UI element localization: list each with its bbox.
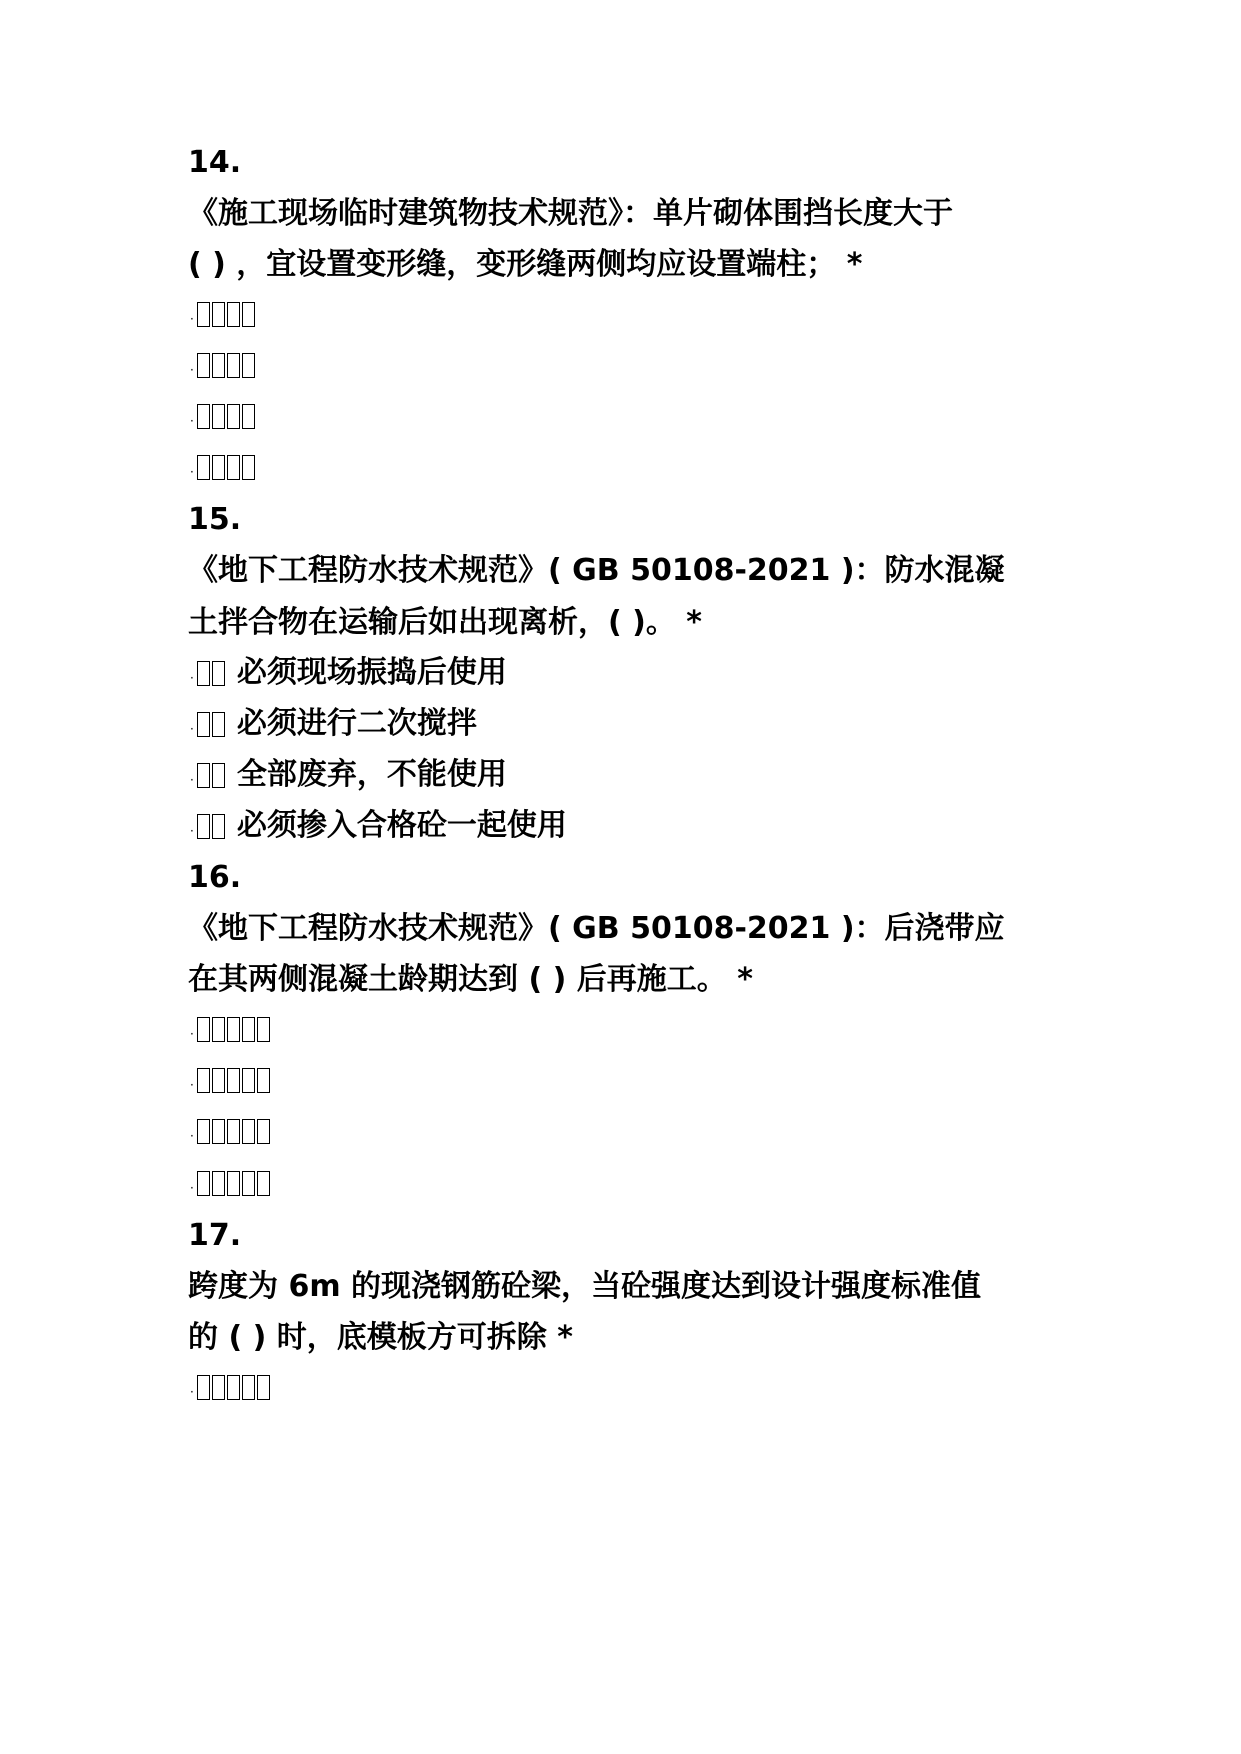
question-text-line: 《地下工程防水技术规范》( GB 50108-2021 )：后浇带应	[188, 911, 1005, 946]
placeholder-glyph-icon	[257, 1017, 270, 1042]
placeholder-glyph-icon	[227, 404, 240, 429]
placeholder-glyph-icon	[212, 1017, 225, 1042]
option-marker: ·	[190, 1181, 194, 1195]
option-text: 必须掺入合格砼一起使用	[236, 808, 567, 843]
placeholder-glyph-icon	[197, 1017, 210, 1042]
question-number: 15.	[188, 502, 242, 537]
placeholder-glyph-icon	[242, 353, 255, 378]
placeholder-glyph-icon	[197, 404, 210, 429]
placeholder-glyph-icon	[242, 1119, 255, 1144]
question-text-line: 在其两侧混凝土龄期达到 ( ) 后再施工。 *	[188, 962, 753, 997]
option-marker: ·	[190, 773, 194, 787]
answer-option[interactable]	[190, 396, 257, 436]
placeholder-glyph-icon	[227, 1017, 240, 1042]
placeholder-glyph-icon	[197, 455, 210, 480]
placeholder-glyph-icon	[242, 1017, 255, 1042]
answer-option[interactable]	[190, 1009, 272, 1049]
question-text-line: ( ) ，宜设置变形缝，变形缝两侧均应设置端柱； *	[188, 247, 863, 282]
placeholder-glyph-icon	[212, 1171, 225, 1196]
question-text-line: 土拌合物在运输后如出现离析，( )。 *	[188, 605, 702, 640]
placeholder-glyph-icon	[242, 455, 255, 480]
placeholder-glyph-icon	[227, 1068, 240, 1093]
placeholder-glyph-icon	[212, 302, 225, 327]
answer-option[interactable]	[190, 806, 567, 846]
placeholder-glyph-icon	[212, 763, 225, 788]
placeholder-glyph-icon	[212, 712, 225, 737]
question-text-line: 《施工现场临时建筑物技术规范》：单片砌体围挡长度大于	[188, 196, 953, 231]
placeholder-glyph-icon	[212, 1375, 225, 1400]
placeholder-glyph-icon	[227, 302, 240, 327]
option-marker: ·	[190, 363, 194, 377]
placeholder-glyph-icon	[197, 302, 210, 327]
question-text-line: 《地下工程防水技术规范》( GB 50108-2021 )：防水混凝	[188, 553, 1005, 588]
placeholder-glyph-icon	[212, 353, 225, 378]
answer-option[interactable]	[190, 1367, 272, 1407]
placeholder-glyph-icon	[227, 455, 240, 480]
answer-option[interactable]	[190, 704, 477, 744]
answer-option[interactable]	[190, 653, 507, 693]
question-number: 16.	[188, 860, 242, 895]
question-text-line: 的 ( ) 时，底模板方可拆除 *	[188, 1320, 573, 1355]
question-number: 17.	[188, 1218, 242, 1253]
placeholder-glyph-icon	[242, 302, 255, 327]
answer-option[interactable]	[190, 345, 257, 385]
placeholder-glyph-icon	[197, 1375, 210, 1400]
answer-option[interactable]	[190, 1060, 272, 1100]
placeholder-glyph-icon	[212, 814, 225, 839]
placeholder-glyph-icon	[212, 661, 225, 686]
placeholder-glyph-icon	[197, 353, 210, 378]
option-marker: ·	[190, 1027, 194, 1041]
option-text: 必须现场振捣后使用	[236, 655, 507, 690]
option-text: 全部废弃，不能使用	[236, 757, 507, 792]
option-marker: ·	[190, 671, 194, 685]
placeholder-glyph-icon	[197, 1171, 210, 1196]
option-marker: ·	[190, 1385, 194, 1399]
question-number: 14.	[188, 145, 242, 180]
placeholder-glyph-icon	[257, 1171, 270, 1196]
placeholder-glyph-icon	[212, 455, 225, 480]
placeholder-glyph-icon	[197, 814, 210, 839]
option-marker: ·	[190, 414, 194, 428]
answer-option[interactable]	[190, 1111, 272, 1151]
option-marker: ·	[190, 1129, 194, 1143]
placeholder-glyph-icon	[227, 353, 240, 378]
placeholder-glyph-icon	[197, 763, 210, 788]
placeholder-glyph-icon	[242, 1068, 255, 1093]
placeholder-glyph-icon	[212, 1068, 225, 1093]
placeholder-glyph-icon	[257, 1119, 270, 1144]
placeholder-glyph-icon	[197, 1119, 210, 1144]
placeholder-glyph-icon	[197, 661, 210, 686]
placeholder-glyph-icon	[197, 1068, 210, 1093]
placeholder-glyph-icon	[212, 404, 225, 429]
placeholder-glyph-icon	[257, 1375, 270, 1400]
question-text-line: 跨度为 6m 的现浇钢筋砼梁，当砼强度达到设计强度标准值	[188, 1269, 982, 1304]
option-marker: ·	[190, 722, 194, 736]
option-marker: ·	[190, 1078, 194, 1092]
option-marker: ·	[190, 465, 194, 479]
placeholder-glyph-icon	[257, 1068, 270, 1093]
placeholder-glyph-icon	[227, 1375, 240, 1400]
answer-option[interactable]	[190, 447, 257, 487]
placeholder-glyph-icon	[242, 1375, 255, 1400]
placeholder-glyph-icon	[242, 404, 255, 429]
answer-option[interactable]	[190, 294, 257, 334]
option-text: 必须进行二次搅拌	[236, 706, 477, 741]
placeholder-glyph-icon	[227, 1119, 240, 1144]
placeholder-glyph-icon	[227, 1171, 240, 1196]
placeholder-glyph-icon	[212, 1119, 225, 1144]
answer-option[interactable]	[190, 1163, 272, 1203]
answer-option[interactable]	[190, 755, 507, 795]
placeholder-glyph-icon	[197, 712, 210, 737]
placeholder-glyph-icon	[242, 1171, 255, 1196]
option-marker: ·	[190, 312, 194, 326]
option-marker: ·	[190, 824, 194, 838]
